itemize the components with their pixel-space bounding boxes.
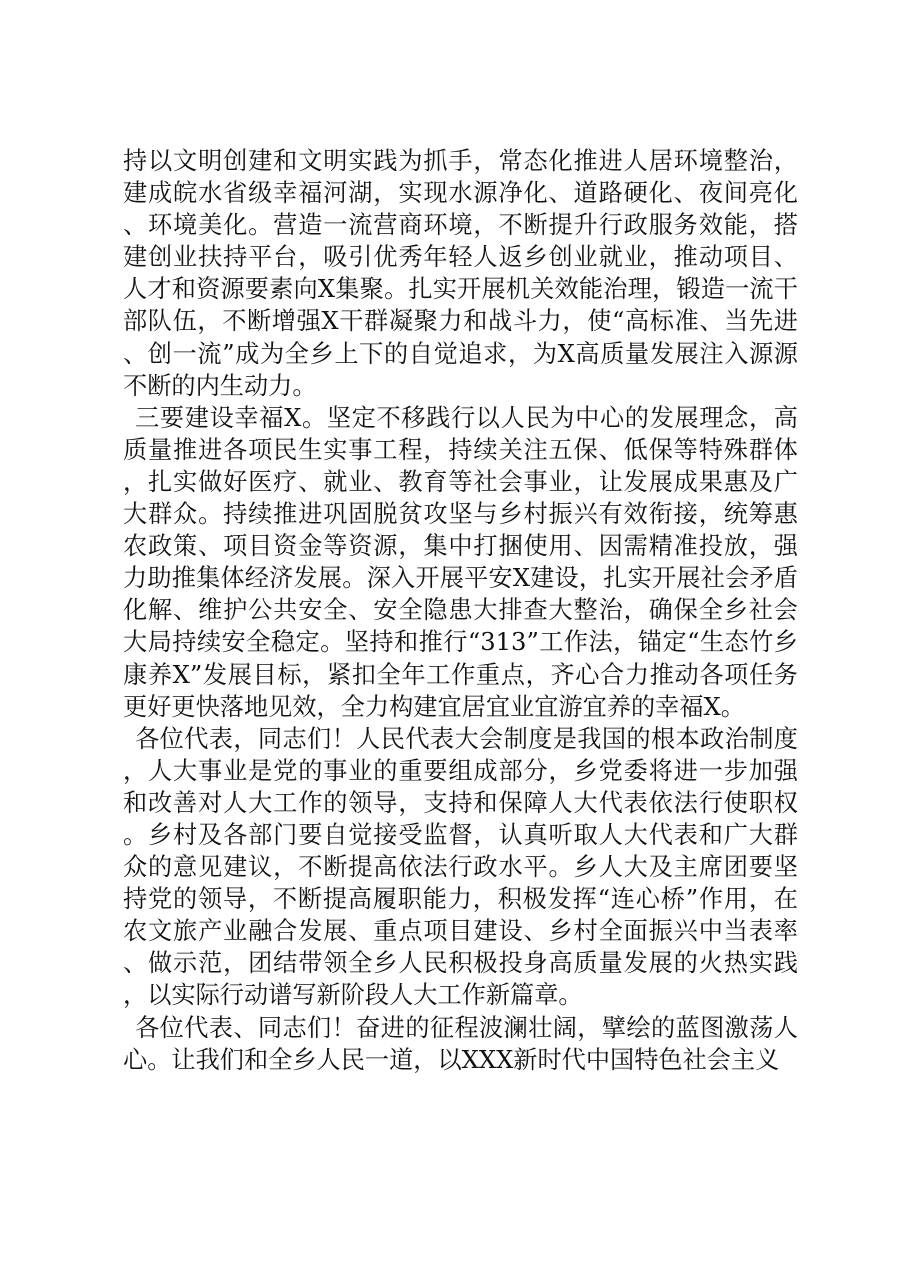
paragraph-continuation: 持以文明创建和文明实践为抓手，常态化推进人居环境整治，建成皖水省级幸福河湖，实现水源净化、道路硬化、夜间亮化、环境美化。营造一流营商环境，不断提升行政服务效能，搭建创业扶持平台，吸引优秀年轻人返乡创业就业，推动项目、人才和资源要素向X集聚。扎实开展机关效能治理，锻造一流干部队伍，不断增强X干群凝聚力和战斗力，使“高标准、当先进、创一流”成为全乡上下的自觉追求，为X高质量发展注入源源不断的内生动力。	[123, 147, 798, 400]
paragraph-closing: 各位代表、同志们！奋进的征程波澜壮阔，擘绘的蓝图激荡人心。让我们和全乡人民一道，以XXX新时代中国特色社会主义	[123, 1013, 798, 1074]
document-body	[123, 145, 798, 1076]
paragraph-peoples-congress: 各位代表，同志们！人民代表大会制度是我国的根本政治制度，人大事业是党的事业的重要组成部分，乡党委将进一步加强和改善对人大工作的领导，支持和保障人大代表依法行使职权。乡村及各部门要自觉接受监督，认真听取人大代表和广大群众的意见建议，不断提高依法行政水平。乡人大及主席团要坚持党的领导，不断提高履职能力，积极发挥“连心桥”作用，在农文旅产业融合发展、重点项目建设、乡村全面振兴中当表率、做示范，团结带领全乡人民积极投身高质量发展的火热实践，以实际行动谱写新阶段人大工作新篇章。	[123, 724, 798, 1010]
paragraph-build-happy-x: 三要建设幸福X。坚定不移践行以人民为中心的发展理念，高质量推进各项民生实事工程，持续关注五保、低保等特殊群体，扎实做好医疗、就业、教育等社会事业，让发展成果惠及广大群众。持续推进巩固脱贫攻坚与乡村振兴有效衔接，统筹惠农政策、项目资金等资源，集中打捆使用、因需精准投放，强力助推集体经济发展。深入开展平安X建设，扎实开展社会矛盾化解、维护公共安全、安全隐患大排查大整治，确保全乡社会大局持续安全稳定。坚持和推行“313”工作法，锚定“生态竹乡康养X”发展目标，紧扣全年工作重点，齐心合力推动各项任务更好更快落地见效，全力构建宜居宜业宜游宜养的幸福X。	[123, 403, 798, 721]
